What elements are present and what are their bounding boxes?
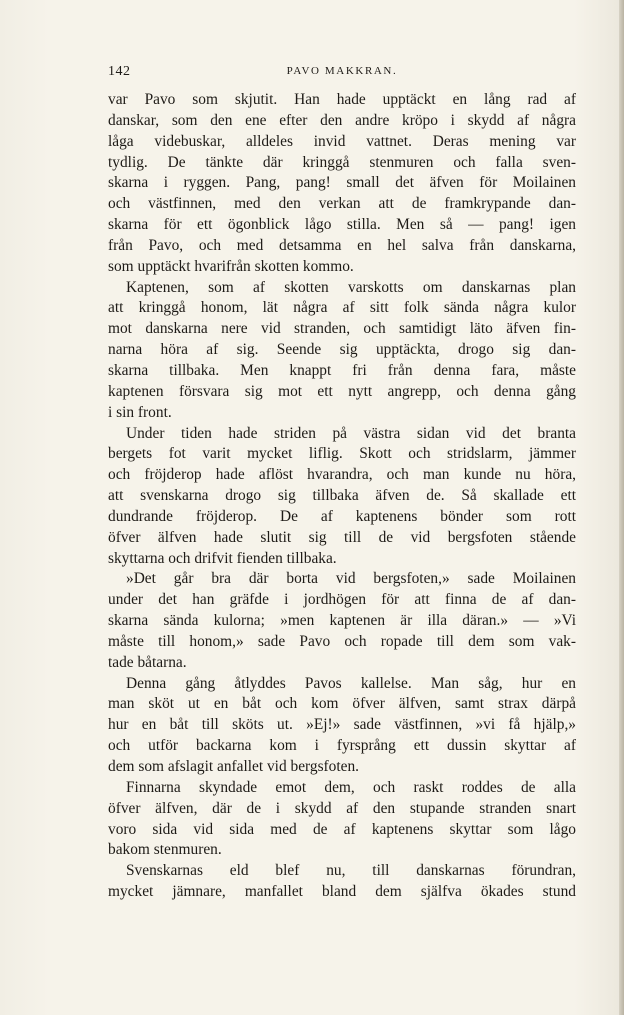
page-edge bbox=[619, 0, 624, 1015]
text-line: Finnarna skyndade emot dem, och raskt roddes de alla bbox=[126, 778, 576, 796]
text-line: Svenskarnas eld blef nu, till danskarnas förundran, bbox=[126, 862, 576, 880]
text-line: och västfinnen, med den verkan att de framkrypande dan- bbox=[108, 195, 576, 213]
text-line: Denna gång åtlyddes Pavos kallelse. Man såg, hur en bbox=[126, 674, 576, 692]
text-line: danskar, som den ene efter den andre kröpo i skydd af några bbox=[108, 111, 576, 129]
text-line: dem som afslagit anfallet vid bergsfoten. bbox=[108, 758, 360, 775]
text-line: och fröjderop hade aflöst hvarandra, och man kunde nu höra, bbox=[108, 466, 576, 484]
text-line: man sköt ut en båt och kom öfver älfven, samt strax därpå bbox=[108, 695, 576, 713]
text-line: Under tiden hade striden på västra sidan vid det branta bbox=[126, 424, 576, 442]
text-line: under det han gräfde i jordhögen för att finna de af dan- bbox=[108, 591, 576, 609]
text-line: måste till honom,» sade Pavo och ropade till dem som vak- bbox=[108, 632, 576, 650]
text-line: öfver älfven hade slutit sig till de vid bergsfoten stående bbox=[108, 528, 576, 546]
paragraph bbox=[108, 90, 576, 278]
paragraph bbox=[108, 569, 576, 673]
body-text bbox=[108, 90, 576, 903]
running-head bbox=[108, 62, 576, 82]
text-line: mycket jämnare, manfallet bland dem själfva ökades stund bbox=[108, 883, 576, 901]
text-line: tade båtarna. bbox=[108, 653, 187, 671]
text-line: och utför backarna kom i fyrsprång ett dussin skyttar af bbox=[108, 737, 576, 755]
text-line: mot danskarna nere vid stranden, och samtidigt läto äfven fin- bbox=[108, 320, 576, 338]
text-line: skarna tillbaka. Men knappt fri från denna fara, måste bbox=[108, 361, 576, 379]
text-line: var Pavo som skjutit. Han hade upptäckt en lång rad af bbox=[108, 91, 576, 108]
text-line: Kaptenen, som af skotten varskotts om danskarnas plan bbox=[126, 278, 576, 296]
text-line: skarna för ett ögonblick lågo stilla. Men så — pang! igen bbox=[108, 216, 576, 234]
text-line: hur en båt till sköts ut. »Ej!» sade västfinnen, »vi få hjälp,» bbox=[108, 716, 576, 734]
text-line: bakom stenmuren. bbox=[108, 841, 222, 859]
text-line: i sin front. bbox=[108, 403, 172, 421]
text-line: skyttarna och drifvit fienden tillbaka. bbox=[108, 549, 337, 567]
page-number: 142 bbox=[108, 64, 131, 79]
text-line: skarna i ryggen. Pang, pang! small det äfven för Moilainen bbox=[108, 174, 576, 192]
text-line: att kringgå honom, lät några af sitt folk sända några kulor bbox=[108, 299, 576, 317]
text-line: skarna sända kulorna; »men kaptenen är illa däran.» — »Vi bbox=[108, 612, 576, 630]
text-line: öfver älfven, där de i skydd af den stupande stranden snart bbox=[108, 799, 576, 817]
text-line: kaptenen försvara sig mot ett nytt angrepp, och denna gång bbox=[108, 382, 576, 400]
paragraph bbox=[108, 278, 576, 424]
paragraph bbox=[108, 674, 576, 778]
paragraph bbox=[108, 778, 576, 861]
text-line: från Pavo, och med detsamma en hel salva från danskarna, bbox=[108, 236, 576, 254]
text-line: tydlig. De tänkte där kringgå stenmuren och falla sven- bbox=[108, 153, 576, 171]
text-line: dundrande fröjderop. De af kaptenens bönder som rott bbox=[108, 507, 576, 525]
text-line: att svenskarna drogo sig tillbaka äfven de. Så skallade ett bbox=[108, 487, 576, 505]
running-title: PAVO MAKKRAN. bbox=[286, 65, 398, 77]
paragraph bbox=[108, 861, 576, 903]
text-line: bergets fot varit mycket liflig. Skott och stridslarm, jämmer bbox=[108, 445, 576, 463]
text-line: narna höra af sig. Seende sig upptäckta, drogo sig dan- bbox=[108, 341, 576, 359]
text-line: som upptäckt hvarifrån skotten kommo. bbox=[108, 257, 354, 275]
paragraph bbox=[108, 424, 576, 570]
text-line: »Det går bra där borta vid bergsfoten,» sade Moilainen bbox=[126, 570, 576, 588]
text-line: voro sida vid sida med de af kaptenens skyttar som lågo bbox=[108, 820, 576, 838]
text-line: låga videbuskar, alldeles invid vattnet. Deras mening var bbox=[108, 132, 576, 150]
